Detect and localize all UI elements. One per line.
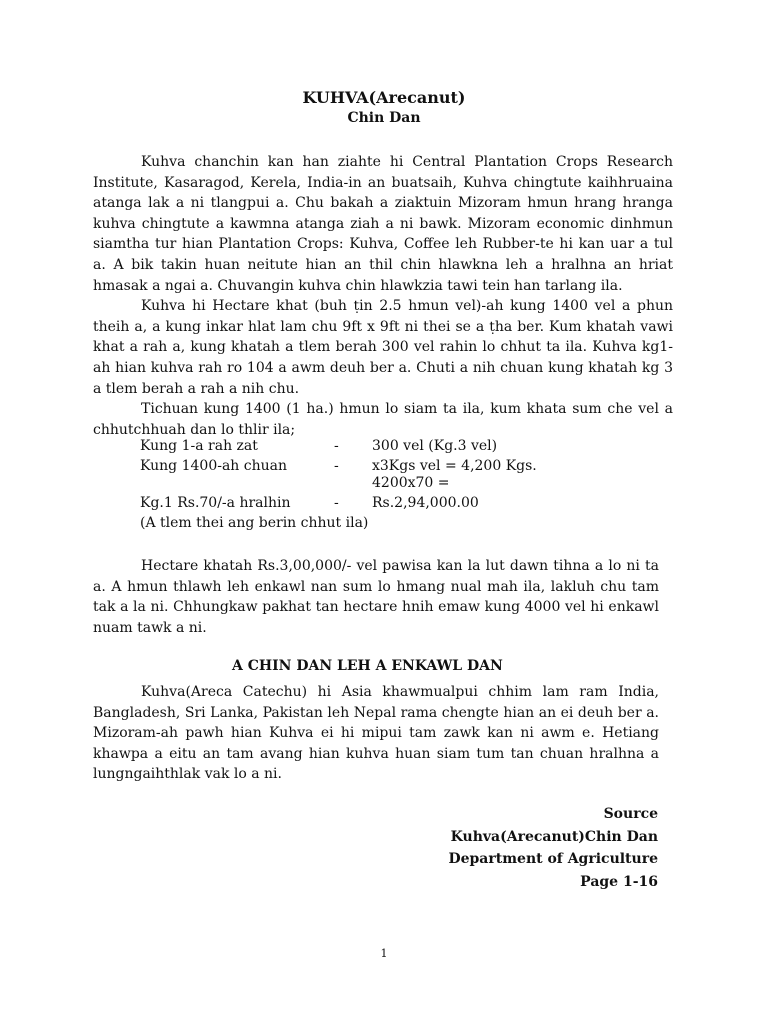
paragraph-1: Kuhva chanchin kan han ziahte hi Central Plantation Crops Research Institute, Kasaragod, Kerela, India-in an buatsaih, Kuhva chingtute kaihhruaina atanga lak a ni tlangpui a. Chu bakah a ziaktuin Mizoram hmun hrang hranga kuhva chingtute a kawmna atanga ziah a ni bawk. Mizoram economic dinhmun siamtha tur hian Plantation Crops: Kuhva, Coffee leh Rubber-te hi kan uar a tul a. A bik takin huan neitute hian an thil chin hlawkna leh a hralhna an hriat hmasak a ngai a. Chuvangin kuhva chin hlawkzia tawi tein han tarlang ila. — [93, 154, 673, 294]
hectare-body — [93, 556, 659, 638]
paragraph-5: Kuhva(Areca Catechu) hi Asia khawmualpui chhim lam ram India, Bangladesh, Sri Lanka, Pakistan leh Nepal rama chengte hian an ei deuh ber a. Mizoram-ah pawh hian Kuhva ei hi mipui tam zawk kan ni awm e. Hetiang khawpa a eitu an tam avang hian kuhva huan siam tum tan chuan hralhna a lungngaihthlak vak lo a ni. — [93, 684, 659, 783]
calc-value: 4200x70 = — [372, 475, 450, 491]
document-subtitle: Chin Dan — [347, 110, 421, 126]
paragraph-2: Kuhva hi Hectare khat (buh ṭin 2.5 hmun vel)-ah kung 1400 vel a phun theih a, a kung inkar hlat lam chu 9ft x 9ft ni thei se a ṭha ber. Kum khatah vawi khat a rah a, kung khatah a tlem berah 300 vel rahin lo chhut ta ila. Kuhva kg1-ah hian kuhva rah ro 104 a awm deuh ber a. Chuti a nih chuan kung khatah kg 3 a tlem berah a rah a nih chu. — [93, 298, 673, 397]
source-pages: Page 1-16 — [580, 873, 658, 890]
section-body — [93, 682, 659, 785]
calc-separator: - — [334, 458, 339, 474]
source-publisher: Department of Agriculture — [448, 851, 658, 867]
calc-label: Kung 1-a rah zat — [140, 438, 258, 454]
calc-note: (A tlem thei ang berin chhut ila) — [140, 515, 369, 531]
section-heading: A CHIN DAN LEH A ENKAWL DAN — [232, 658, 503, 674]
document-title: KUHVA(Arecanut) — [302, 88, 466, 107]
paragraph-3: Tichuan kung 1400 (1 ha.) hmun lo siam ta ila, kum khata sum che vel a chhutchhuah dan lo thlir ila; — [93, 401, 673, 438]
calc-separator: - — [334, 495, 339, 511]
calc-label: Kg.1 Rs.70/-a hralhin — [140, 495, 291, 511]
calc-separator: - — [334, 438, 339, 454]
calc-value: Rs.2,94,000.00 — [372, 495, 479, 511]
calc-value: x3Kgs vel = 4,200 Kgs. — [372, 458, 537, 474]
page-number: 1 — [380, 947, 388, 960]
calc-label: Kung 1400-ah chuan — [140, 458, 288, 474]
source-title: Kuhva(Arecanut)Chin Dan — [450, 828, 658, 845]
paragraph-4: Hectare khatah Rs.3,00,000/- vel pawisa kan la lut dawn tihna a lo ni ta a. A hmun thlawh leh enkawl nan sum lo hmang nual mah ila, lakluh chu tam tak a la ni. Chhungkaw pakhat tan hectare hnih emaw kung 4000 vel hi enkawl nuam tawk a ni. — [93, 558, 659, 636]
source-label: Source — [603, 806, 658, 822]
intro-body — [93, 152, 673, 440]
source-citation — [448, 803, 658, 893]
calc-value: 300 vel (Kg.3 vel) — [372, 438, 498, 454]
